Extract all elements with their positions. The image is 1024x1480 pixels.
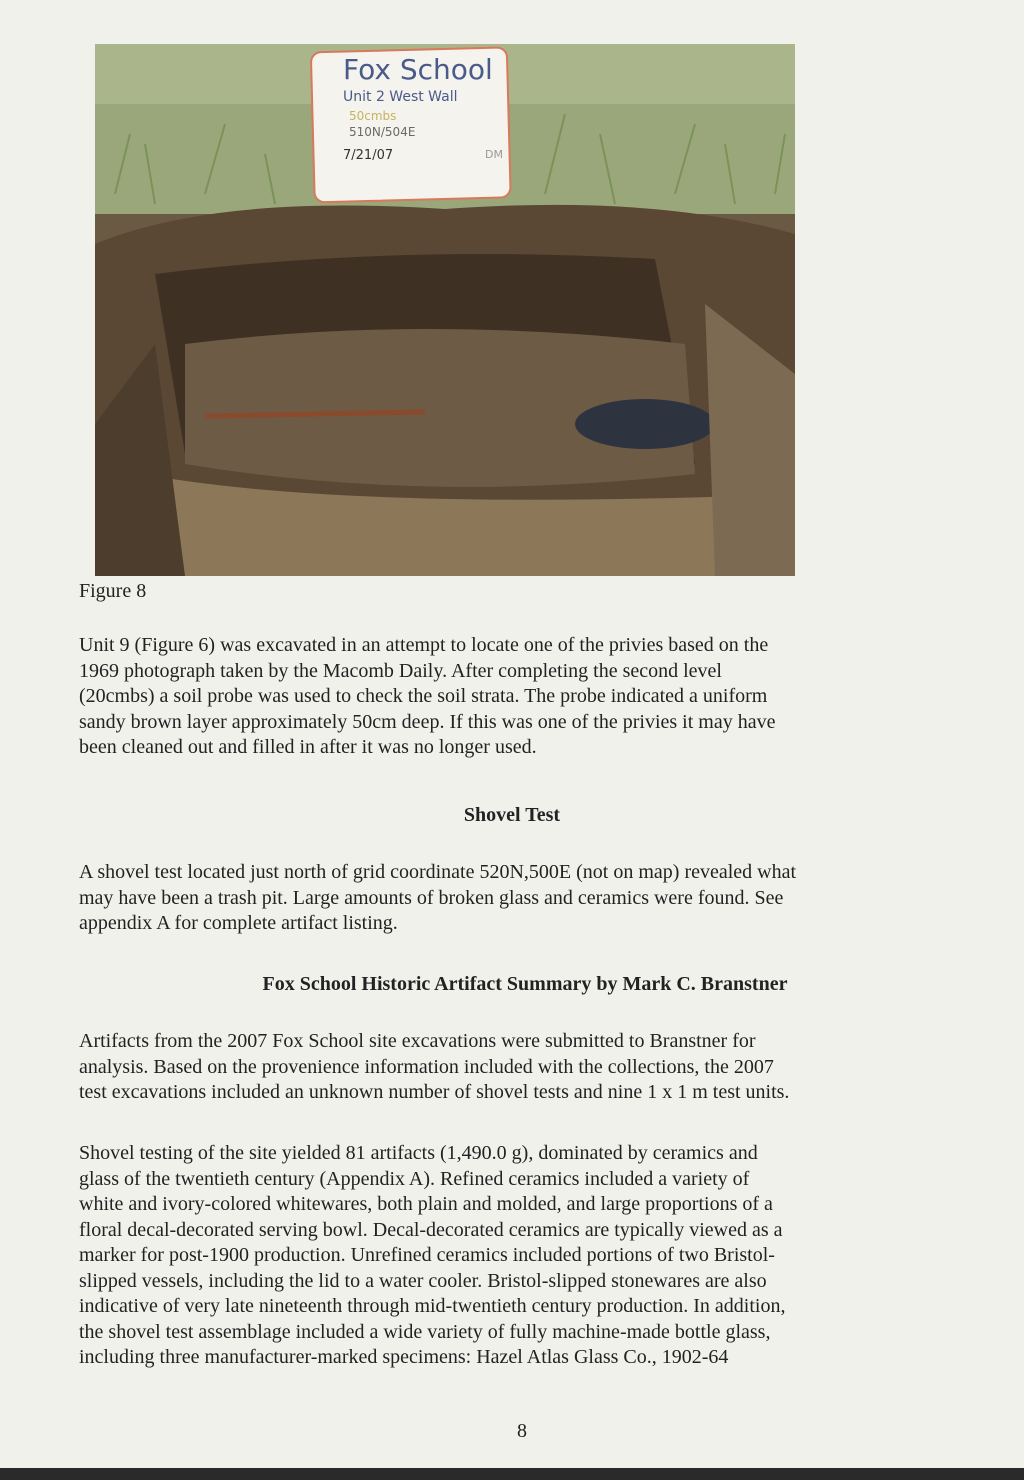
text-line: white and ivory-colored whitewares, both plain and molded, and large proportions of a: [79, 1193, 773, 1215]
sign-title: Fox School: [343, 53, 493, 86]
artifacts-intro-paragraph: [79, 1029, 979, 1106]
text-line: glass of the twentieth century (Appendix A). Refined ceramics included a variety of: [79, 1167, 750, 1190]
text-line: been cleaned out and filled in after it was no longer used.: [79, 736, 537, 758]
text-line: Shovel testing of the site yielded 81 artifacts (1,490.0 g), dominated by ceramics and: [79, 1142, 758, 1164]
text-line: marker for post-1900 production. Unrefined ceramics included portions of two Bristol-: [79, 1244, 775, 1266]
sign-board: [343, 54, 513, 163]
sign-depth: 50cmbs: [349, 109, 397, 123]
sign-unit: Unit 2 West Wall: [343, 89, 458, 105]
sign-grid: 510N/504E: [349, 125, 416, 139]
heading-shovel-test: Shovel Test: [463, 804, 561, 826]
scan-bottom-edge: [0, 1468, 1024, 1480]
text-line: sandy brown layer approximately 50cm deep. If this was one of the privies it may have: [79, 710, 776, 733]
sign-date: 7/21/07: [343, 148, 394, 163]
unit9-paragraph: [79, 633, 979, 761]
text-line: appendix A for complete artifact listing.: [79, 912, 398, 934]
text-line: test excavations included an unknown number of shovel tests and nine 1 x 1 m test units.: [79, 1081, 790, 1103]
text-line: Unit 9 (Figure 6) was excavated in an attempt to locate one of the privies based on the: [79, 634, 769, 656]
text-line: floral decal-decorated serving bowl. Decal-decorated ceramics are typically viewed as a: [79, 1218, 783, 1241]
page-number: 8: [517, 1420, 527, 1442]
text-line: A shovel test located just north of grid coordinate 520N,500E (not on map) revealed what: [79, 861, 797, 883]
text-line: analysis. Based on the provenience information included with the collections, the 2007: [79, 1055, 774, 1078]
text-line: indicative of very late nineteenth through mid-twentieth century production. In addition,: [79, 1295, 786, 1317]
text-line: slipped vessels, including the lid to a water cooler. Bristol-slipped stonewares are also: [79, 1269, 767, 1292]
text-line: Artifacts from the 2007 Fox School site excavations were submitted to Branstner for: [79, 1030, 756, 1052]
text-line: including three manufacturer-marked specimens: Hazel Atlas Glass Co., 1902-64: [79, 1346, 729, 1368]
text-line: (20cmbs) a soil probe was used to check the soil strata. The probe indicated a uniform: [79, 685, 768, 707]
heading-artifact-summary: Fox School Historic Artifact Summary by Mark C. Branstner: [262, 973, 788, 995]
text-line: the shovel test assemblage included a wide variety of fully machine-made bottle glass,: [79, 1320, 771, 1343]
text-line: may have been a trash pit. Large amounts of broken glass and ceramics were found. See: [79, 886, 784, 909]
shovel-testing-paragraph: [79, 1141, 979, 1371]
shovel-test-paragraph: [79, 860, 979, 937]
sign-initials: DM: [485, 148, 503, 161]
text-line: 1969 photograph taken by the Macomb Daily. After completing the second level: [79, 659, 722, 682]
figure-caption: Figure 8: [79, 580, 147, 602]
excavation-photo: [95, 44, 795, 576]
